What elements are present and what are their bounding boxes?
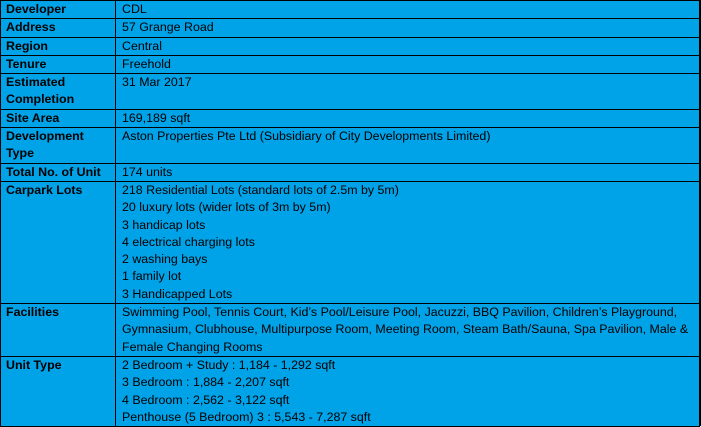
value-unit-type [116, 356, 700, 426]
value-development-type: Aston Properties Pte Ltd (Subsidiary of City Developments Limited) [116, 128, 700, 164]
label-tenure: Tenure [1, 55, 116, 73]
unit-type-line: 3 Bedroom : 1,884 - 2,207 sqft [122, 375, 290, 390]
carpark-line: 20 luxury lots (wider lots of 3m by 5m) [122, 200, 331, 215]
carpark-line: 218 Residential Lots (standard lots of 2.5m by 5m) [122, 182, 399, 197]
label-carpark-lots: Carpark Lots [1, 181, 116, 303]
label-total-units: Total No. of Unit [1, 163, 116, 181]
carpark-line: 1 family lot [122, 269, 182, 284]
row-developer [1, 1, 700, 19]
value-facilities [116, 304, 700, 357]
label-unit-type: Unit Type [1, 356, 116, 426]
label-address: Address [1, 19, 116, 37]
label-region: Region [1, 37, 116, 55]
row-address [1, 19, 700, 37]
row-facilities [1, 304, 700, 357]
label-facilities: Facilities [1, 304, 116, 357]
carpark-line: 3 handicap lots [122, 217, 206, 232]
row-tenure [1, 55, 700, 73]
value-estimated-completion: 31 Mar 2017 [116, 74, 700, 110]
unit-type-line: 4 Bedroom : 2,562 - 3,122 sqft [122, 392, 290, 407]
label-developer: Developer [1, 1, 116, 19]
carpark-line: 2 washing bays [122, 252, 208, 267]
carpark-line: 4 electrical charging lots [122, 234, 255, 249]
row-region [1, 37, 700, 55]
label-development-type: Development Type [1, 128, 116, 164]
unit-type-line: 2 Bedroom + Study : 1,184 - 1,292 sqft [122, 357, 336, 372]
value-address: 57 Grange Road [116, 19, 700, 37]
value-tenure: Freehold [116, 55, 700, 73]
row-estimated-completion [1, 74, 700, 110]
facilities-text: Swimming Pool, Tennis Court, Kid’s Pool/Leisure Pool, Jacuzzi, BBQ Pavilion, Children’s Playground, Gymnasium, Clubhouse, Multipurpose Room, Meeting Room, Steam Bath/Sauna, Spa Pavilion, Male & Female Changing Rooms [122, 305, 689, 354]
value-total-units: 174 units [116, 163, 700, 181]
row-site-area [1, 109, 700, 127]
row-carpark-lots [1, 181, 700, 303]
value-developer: CDL [116, 1, 700, 19]
unit-type-line: Penthouse (5 Bedroom) 3 : 5,543 - 7,287 sqft [122, 409, 371, 424]
value-region: Central [116, 37, 700, 55]
label-site-area: Site Area [1, 109, 116, 127]
carpark-line: 3 Handicapped Lots [122, 286, 233, 301]
row-development-type [1, 128, 700, 164]
value-carpark-lots [116, 181, 700, 303]
row-unit-type [1, 356, 700, 426]
value-site-area: 169,189 sqft [116, 109, 700, 127]
label-estimated-completion: Estimated Completion [1, 74, 116, 110]
row-total-units [1, 163, 700, 181]
